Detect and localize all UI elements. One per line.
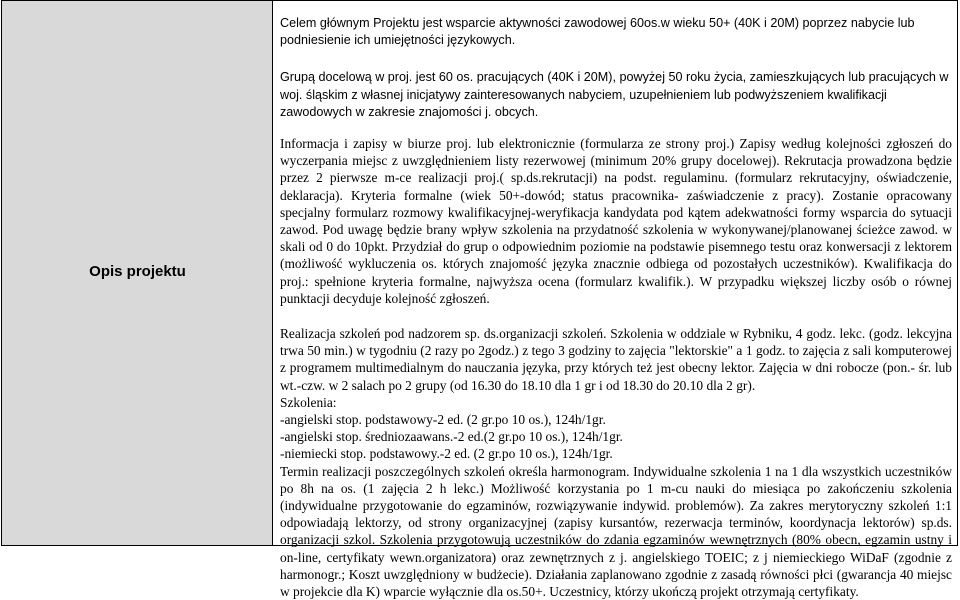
project-description-table <box>1 0 958 600</box>
label-cell <box>2 1 273 545</box>
recruitment-paragraph: Informacja i zapisy w biurze proj. lub elektronicznie (formularza ze strony proj.) Zapisy według kolejności zgłoszeń do wyczerpania miejsc z uwzględnieniem listy rezerwowej (minimum 20% grupy docelowej). Rekrutacja prowadzona będzie przez 2 pierwsze m-ce realizacji proj.( sp.ds.rekrutacji) na podst. regulaminu. (formularz rekrutacyjny, oświadczenie, deklaracja). Kryteria formalne (wiek 50+-dowód; status pracownika- zaświadczenie z pracy). Zostanie opracowany specjalny formularz rozmowy kwalifikacyjnej-weryfikacja kandydata pod kątem adekwatności formy wsparcia do sytuacji zawod. Pod uwagę będzie brany wpływ szkolenia na przydatność szkolenia w wykonywanej/planowanej ścieżce zawod. w skali od 0 do 10pkt. Przydział do grup o odpowiednim poziomie na podstawie pisemnego testu oraz konwersacji z lektorem (możliwość wykluczenia os. których znajomość języka znacznie odbiega od pozostałych uczestników). Kwalifikacja do proj.: spełnione kryteria formalne, najwyższa ocena (formularz kwalifik.). W przypadku większej liczby osób o równej punktacji decyduje kolejność zgłoszeń. <box>280 136 952 306</box>
realization-intro: Realizacja szkoleń pod nadzorem sp. ds.organizacji szkoleń. Szkolenia w oddziale w Rybniku, 4 godz. lekc. (godz. lekcyjna trwa 50 min.) w tygodniu (2 razy po 2godz.) z tego 3 godziny to zajęcia "lektorskie" a 1 godz. to zajęcia z sali komputerowej z programem multimedialnym do nauczania języka, przy których też jest obecny lektor. Zajęcia w dni robocze (pon.- śr. lub wt.-czw. w 2 salach po 2 grupy (od 16.30 do 18.10 dla 1 gr i od 18.30 do 20.10 dla 2 gr). <box>280 326 952 393</box>
training-item: -niemiecki stop. podstawowy.-2 ed. (2 gr.po 10 os.), 124h/1gr. <box>280 446 613 462</box>
section-label: Opis projektu <box>89 263 186 280</box>
realization-block <box>280 325 952 600</box>
content-cell <box>280 15 952 600</box>
training-item: -angielski stop. podstawowy-2 ed. (2 gr.po 10 os.), 124h/1gr. <box>280 412 606 428</box>
target-group-paragraph: Grupą docelową w proj. jest 60 os. pracujących (40K i 20M), powyżej 50 roku życia, zamieszkujących lub pracujących w woj. śląskim z własnej inicjatywy zainteresowanych nabyciem, uzupełnieniem lub podwyższeniem kwalifikacji zawodowych w zakresie znajomości j. obcych. <box>280 70 949 119</box>
goal-paragraph: Celem głównym Projektu jest wsparcie aktywności zawodowej 60os.w wieku 50+ (40K i 20M) poprzez nabycie lub podniesienie ich umiejętności językowych. <box>280 16 915 48</box>
training-item: -angielski stop. średniozaawans.-2 ed.(2 gr.po 10 os.), 124h/1gr. <box>280 429 623 445</box>
trainings-header: Szkolenia: <box>280 394 337 410</box>
realization-rest: Termin realizacji poszczególnych szkoleń określa harmonogram. Indywidualne szkolenia 1 na 1 dla wszystkich uczestników po 8h na os. (1 zajęcia 2 h lekc.) Możliwość korzystania po 1 m-cu nauki do miesiąca po zakończeniu szkolenia (indywidualne przygotowanie do egzaminów, rozwiązywanie indywid. problemów). Za zakres merytoryczny szkoleń 1:1 odpowiadają lektorzy, od strony organizacyjnej (zapisy kursantów, rezerwacja terminów, koordynacja lektorów) sp.ds. organizacji szkol. Szkolenia przygotowują uczestników do zdania egzaminów wewnętrznych (80% obecn, egzamin ustny i on-line, certyfikaty wewn.organizatora) oraz zewnętrznych z j. angielskiego TOEIC; z j niemieckiego WiDaF (zgodnie z harmonogr.; Koszt uwzględniony w budżecie). Działania zaplanowano zgodnie z zasadą równości płci (gwarancja 40 miejsc w projekcie dla K) wparcie wyłącznie dla os.50+. Uczestnicy, którzy ukończą projekt otrzymają certyfikaty. <box>280 463 952 600</box>
